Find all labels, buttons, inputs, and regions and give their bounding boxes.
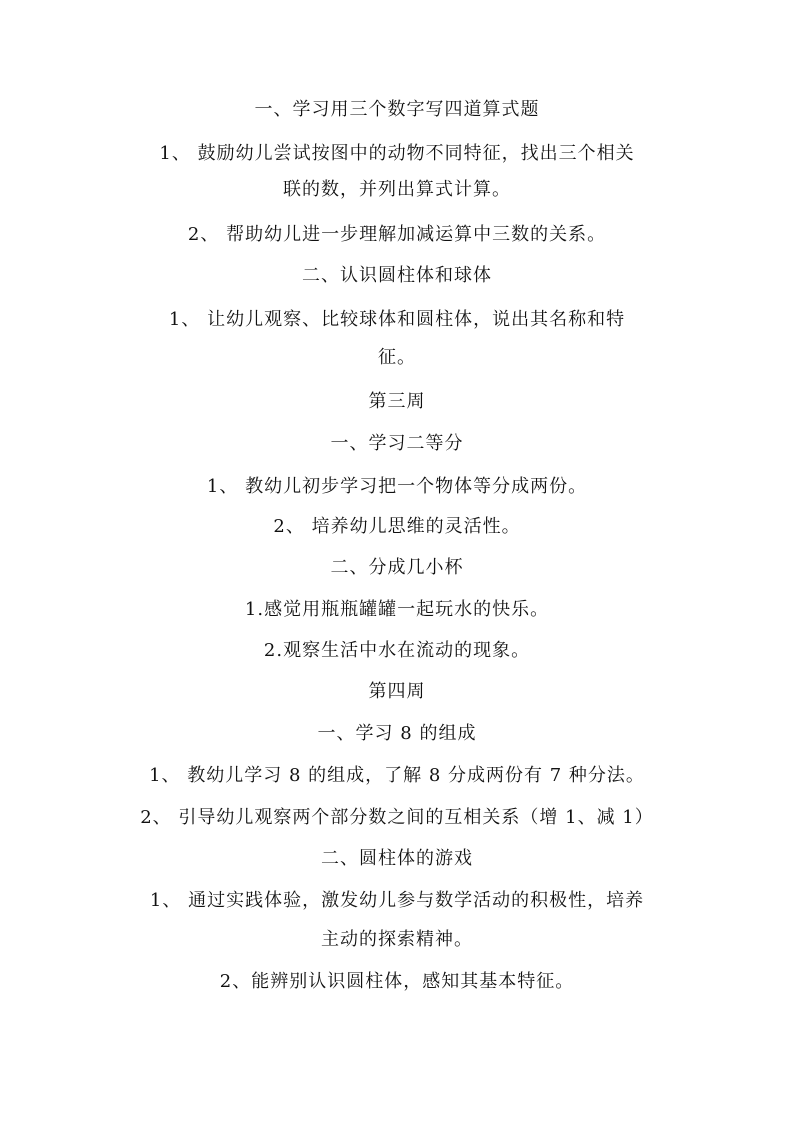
heading-composition-of-8: 一、学习 8 的组成: [317, 723, 477, 744]
item-1-practice-experience: 1、 通过实践体验，激发幼儿参与数学活动的积极性，培养: [149, 890, 645, 911]
heading-three-digit-equations: 一、学习用三个数字写四道算式题: [254, 99, 540, 120]
item-2-part-relations: 2、 引导幼儿观察两个部分数之间的互相关系（增 1、减 1）: [140, 807, 654, 828]
item-1-compare-shapes: 1、 让幼儿观察、比较球体和圆柱体，说出其名称和特: [168, 309, 626, 330]
week-four-title: 第四周: [368, 681, 426, 702]
item-2-three-number-relation: 2、 帮助幼儿进一步理解加减运算中三数的关系。: [187, 224, 607, 245]
item-1-split-object: 1、 教幼儿初步学习把一个物体等分成两份。: [206, 476, 588, 497]
item-2-identify-cylinder: 2、能辨别认识圆柱体，感知其基本特征。: [219, 971, 575, 992]
item-2-water-flow: 2.观察生活中水在流动的现象。: [263, 640, 531, 661]
heading-small-cups: 二、分成几小杯: [330, 557, 464, 578]
week-three-title: 第三周: [368, 391, 426, 412]
heading-cylinder-sphere: 二、认识圆柱体和球体: [302, 265, 492, 286]
heading-cylinder-game: 二、圆柱体的游戏: [321, 848, 473, 869]
item-1-composition-of-8: 1、 教幼儿学习 8 的组成，了解 8 分成两份有 7 种分法。: [149, 765, 645, 786]
item-1-water-play: 1.感觉用瓶瓶罐罐一起玩水的快乐。: [244, 599, 550, 620]
item-1-practice-experience-cont: 主动的探索精神。: [321, 929, 473, 950]
item-1-animal-features: 1、 鼓励幼儿尝试按图中的动物不同特征，找出三个相关: [159, 143, 635, 164]
item-1-animal-features-cont: 联的数，并列出算式计算。: [283, 179, 511, 200]
heading-halves: 一、学习二等分: [330, 433, 464, 454]
item-2-flexible-thinking: 2、 培养幼儿思维的灵活性。: [273, 516, 521, 537]
item-1-compare-shapes-cont: 征。: [378, 347, 416, 368]
